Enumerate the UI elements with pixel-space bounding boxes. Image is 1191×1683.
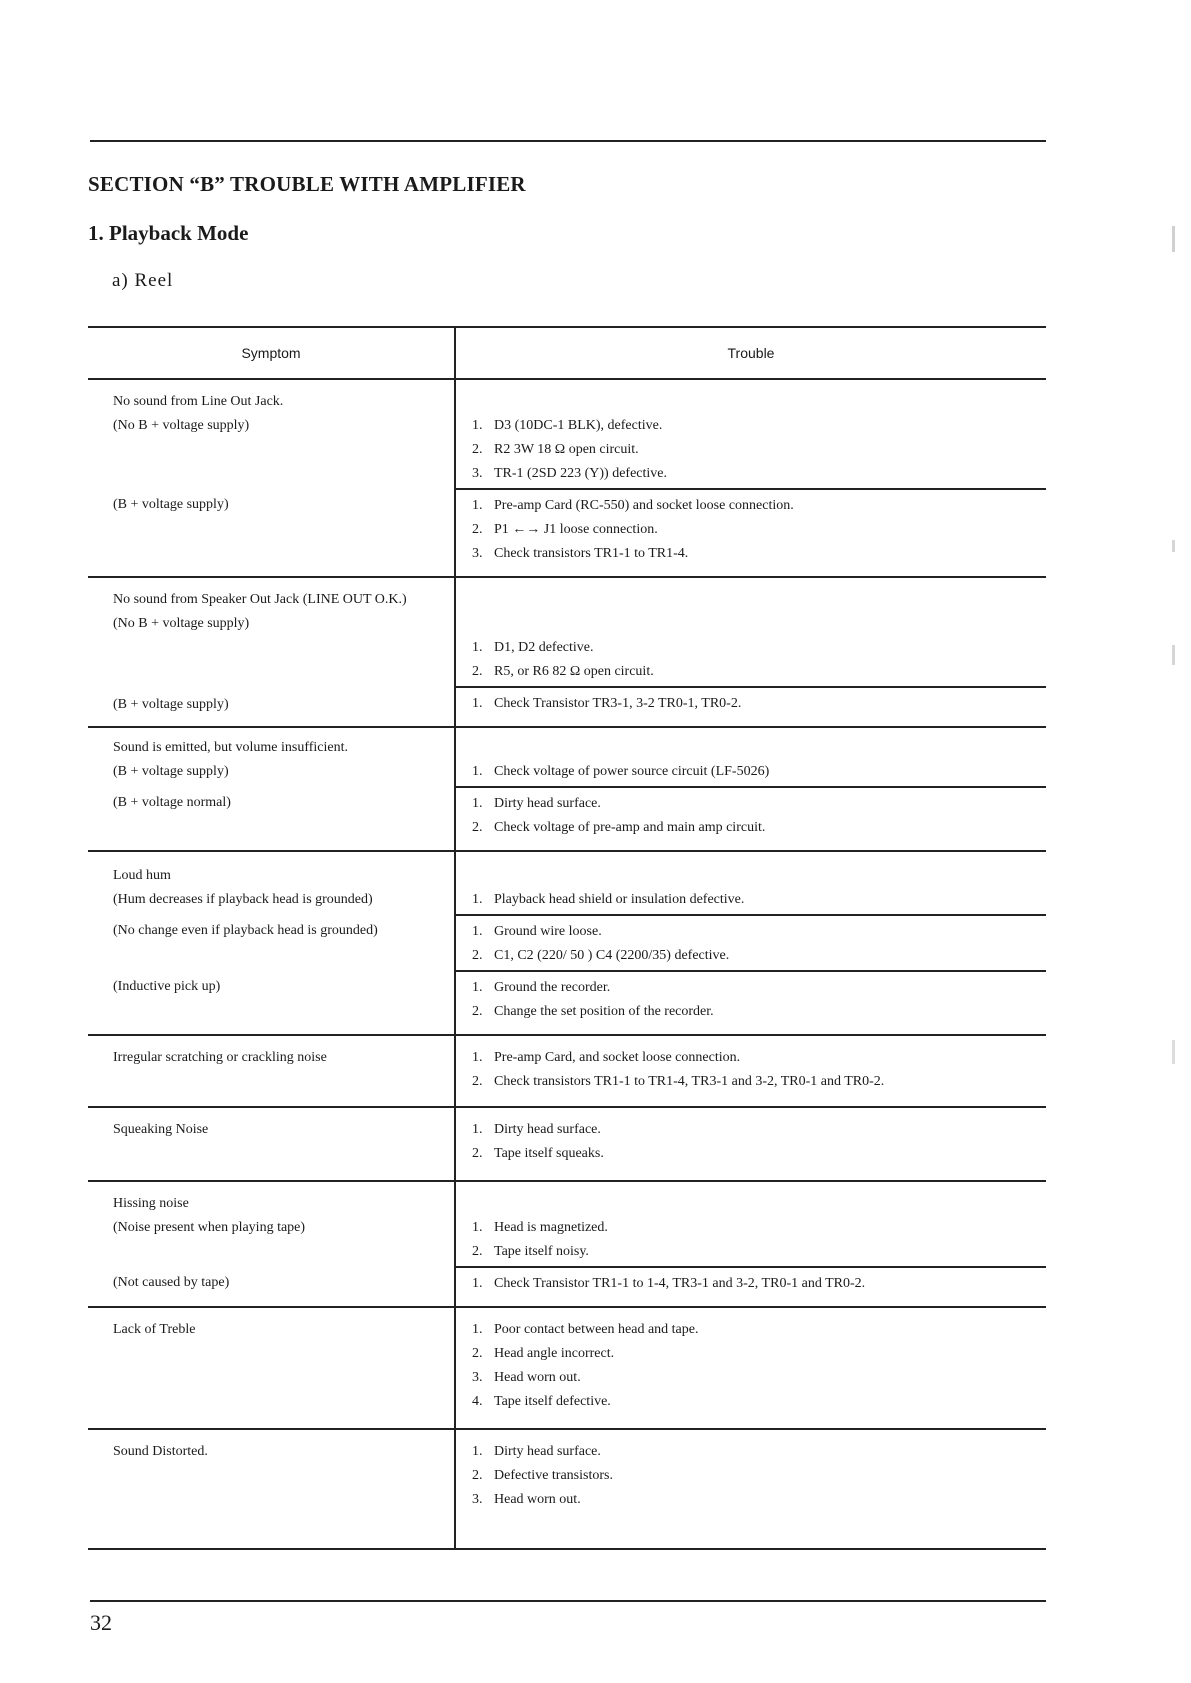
table-row xyxy=(88,1181,1046,1267)
table-row xyxy=(88,971,1046,1035)
fix-item: 1. Check voltage of power source circuit (LF-5026) xyxy=(472,764,770,779)
subsubsection-heading: a) Reel xyxy=(112,270,174,291)
symptom-condition: (Noise present when playing tape) xyxy=(113,1220,306,1235)
subsection-heading: 1. Playback Mode xyxy=(88,221,249,245)
fix-item: 2. Tape itself noisy. xyxy=(472,1244,589,1259)
symptom-text: No sound from Speaker Out Jack (LINE OUT O.K.) xyxy=(113,592,407,607)
table-row xyxy=(88,379,1046,489)
symptom-column-header: Symptom xyxy=(88,327,455,379)
table-header-row xyxy=(88,327,1046,379)
fix-item: 1. Pre-amp Card (RC-550) and socket loose connection. xyxy=(472,498,794,513)
table-row xyxy=(88,851,1046,915)
fix-item: 2. Head angle incorrect. xyxy=(472,1346,615,1361)
fix-item: 2. P1 ←→ J1 loose connection. xyxy=(472,522,658,537)
symptom-text: Irregular scratching or crackling noise xyxy=(113,1050,327,1065)
fix-item: 2. R5, or R6 82 Ω open circuit. xyxy=(472,664,654,679)
fix-item: 1. Dirty head surface. xyxy=(472,1122,601,1137)
symptom-text: Sound is emitted, but volume insufficient. xyxy=(113,740,348,755)
symptom-condition: (B + voltage normal) xyxy=(113,795,231,810)
symptom-condition: (B + voltage supply) xyxy=(113,497,229,512)
fix-item: 1. Check Transistor TR1-1 to 1-4, TR3-1 and 3-2, TR0-1 and TR0-2. xyxy=(472,1276,866,1291)
symptom-condition: (No B + voltage supply) xyxy=(113,418,250,433)
top-rule xyxy=(90,140,1046,142)
symptom-condition: (B + voltage supply) xyxy=(113,764,229,779)
footer-rule xyxy=(90,1600,1046,1602)
fix-item: 2. Change the set position of the recorder. xyxy=(472,1004,714,1019)
fix-item: 1. Head is magnetized. xyxy=(472,1220,608,1235)
trouble-column-header: Trouble xyxy=(455,327,1046,379)
symptom-text: Squeaking Noise xyxy=(113,1122,209,1137)
fix-item: 2. Check voltage of pre-amp and main amp circuit. xyxy=(472,820,766,835)
fix-item: 4. Tape itself defective. xyxy=(472,1394,611,1409)
table-row xyxy=(88,489,1046,577)
symptom-condition: (No change even if playback head is grounded) xyxy=(113,923,378,938)
symptom-condition: (Not caused by tape) xyxy=(113,1275,230,1290)
table-row xyxy=(88,1307,1046,1429)
scan-edge-mark xyxy=(1172,645,1175,665)
fix-item: 1. Check Transistor TR3-1, 3-2 TR0-1, TR0-2. xyxy=(472,696,742,711)
table-row xyxy=(88,1035,1046,1107)
table-row xyxy=(88,787,1046,851)
table-row xyxy=(88,1267,1046,1307)
fix-item: 1. Dirty head surface. xyxy=(472,1444,601,1459)
symptom-text: Hissing noise xyxy=(113,1196,189,1211)
symptom-text: Loud hum xyxy=(113,868,171,883)
table-row xyxy=(88,915,1046,971)
fix-item: 3. Head worn out. xyxy=(472,1370,581,1385)
fix-item: 2. C1, C2 (220/ 50 ) C4 (2200/35) defective. xyxy=(472,948,730,963)
table-row xyxy=(88,727,1046,787)
fix-item: 1. Ground wire loose. xyxy=(472,924,602,939)
table-row xyxy=(88,1429,1046,1549)
symptom-condition: (B + voltage supply) xyxy=(113,697,229,712)
symptom-text: Lack of Treble xyxy=(113,1322,196,1337)
fix-item: 3. Head worn out. xyxy=(472,1492,581,1507)
fix-item: 2. Tape itself squeaks. xyxy=(472,1146,604,1161)
symptom-text: No sound from Line Out Jack. xyxy=(113,394,284,409)
symptom-condition: (No B + voltage supply) xyxy=(113,616,250,631)
fix-item: 1. Dirty head surface. xyxy=(472,796,601,811)
scan-edge-mark xyxy=(1172,1040,1175,1064)
fix-item: 1. Ground the recorder. xyxy=(472,980,611,995)
scan-edge-mark xyxy=(1172,540,1175,552)
table-row xyxy=(88,687,1046,727)
fix-item: 2. Check transistors TR1-1 to TR1-4, TR3-1 and 3-2, TR0-1 and TR0-2. xyxy=(472,1074,885,1089)
fix-item: 1. D3 (10DC-1 BLK), defective. xyxy=(472,418,663,433)
symptom-condition: (Inductive pick up) xyxy=(113,979,221,994)
section-title: SECTION “B” TROUBLE WITH AMPLIFIER xyxy=(88,172,526,196)
trouble-table xyxy=(88,326,1046,1550)
table-row xyxy=(88,1107,1046,1181)
fix-item: 3. TR-1 (2SD 223 (Y)) defective. xyxy=(472,466,668,481)
fix-item: 1. Poor contact between head and tape. xyxy=(472,1322,699,1337)
symptom-text: Sound Distorted. xyxy=(113,1444,208,1459)
fix-item: 1. D1, D2 defective. xyxy=(472,640,594,655)
fix-item: 1. Pre-amp Card, and socket loose connection. xyxy=(472,1050,741,1065)
fix-item: 2. R2 3W 18 Ω open circuit. xyxy=(472,442,639,457)
table-row xyxy=(88,577,1046,687)
page-number: 32 xyxy=(90,1610,112,1635)
fix-item: 1. Playback head shield or insulation defective. xyxy=(472,892,745,907)
fix-item: 2. Defective transistors. xyxy=(472,1468,613,1483)
fix-item: 3. Check transistors TR1-1 to TR1-4. xyxy=(472,546,689,561)
scan-edge-mark xyxy=(1172,226,1175,252)
symptom-condition: (Hum decreases if playback head is grounded) xyxy=(113,892,373,907)
